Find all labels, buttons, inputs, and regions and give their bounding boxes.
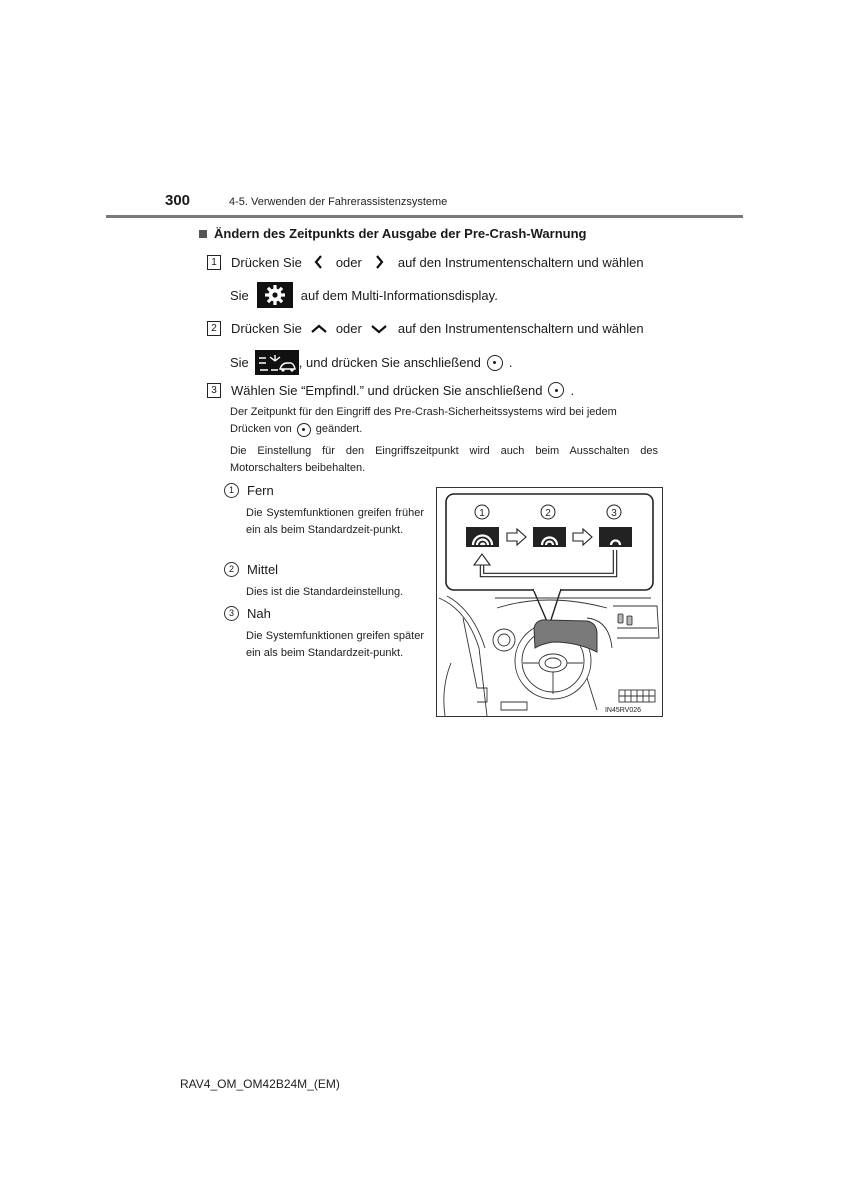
chevron-down-icon [370, 322, 388, 336]
pre-crash-icon [255, 350, 299, 375]
note-text: Drücken von [230, 423, 292, 435]
section-heading-text: Ändern des Zeitpunkts der Ausgabe der Pre-Crash-Warnung [214, 226, 587, 241]
step-text: . [508, 355, 513, 370]
chevron-up-icon [310, 322, 328, 336]
step-text: Sie [230, 355, 249, 370]
step-3 [207, 382, 574, 398]
option-title: Fern [247, 483, 274, 498]
circled-number: 1 [224, 483, 239, 498]
note-paragraph-1 [230, 404, 658, 438]
step-text: Wählen Sie “Empfindl.” und drücken Sie anschließend [231, 382, 543, 398]
figure-label-1: 1 [479, 508, 485, 519]
step-2-line-2 [230, 350, 513, 375]
option-nah [224, 606, 271, 621]
figure-label-3: 3 [611, 508, 617, 519]
step-number: 2 [207, 321, 221, 336]
figure-label-2: 2 [545, 508, 551, 519]
step-text: Sie [230, 287, 249, 303]
header-divider [106, 215, 743, 218]
option-title: Nah [247, 606, 271, 621]
circled-number: 2 [224, 562, 239, 577]
chevron-right-icon [372, 254, 386, 270]
step-text: , und drücken Sie anschließend [298, 355, 481, 370]
option-fern [224, 483, 274, 498]
ok-button-icon [548, 382, 564, 398]
instrument-display-highlight [534, 620, 597, 652]
step-text: Drücken Sie [231, 321, 302, 336]
step-text: . [570, 382, 575, 398]
page-number: 300 [165, 192, 191, 209]
step-2 [207, 321, 644, 336]
option-description: Dies ist die Standardeinstellung. [246, 586, 404, 598]
note-line: Der Zeitpunkt für den Eingriff des Pre-Crash-Sicherheitssystems wird bei jedem [230, 406, 617, 418]
step-text: oder [335, 254, 362, 270]
step-number: 3 [207, 383, 221, 398]
step-text: auf dem Multi-Informationsdisplay. [300, 287, 498, 303]
ok-button-icon [297, 423, 311, 437]
step-text: auf den Instrumentenschaltern und wählen [397, 321, 644, 336]
note-text: geändert. [315, 423, 363, 435]
section-heading [199, 226, 586, 241]
ok-button-icon [487, 355, 503, 371]
gear-icon [257, 282, 293, 308]
step-1 [207, 254, 644, 270]
option-title: Mittel [247, 562, 279, 577]
option-description: Die Systemfunktionen greifen später ein als beim Standardzeit-punkt. [246, 630, 424, 659]
document-code: RAV4_OM_OM42B24M_(EM) [180, 1077, 340, 1091]
step-text: auf den Instrumentenschaltern und wählen [397, 254, 644, 270]
step-1-line-2 [230, 282, 498, 308]
option-description: Die Systemfunktionen greifen früher ein als beim Standardzeit-punkt. [246, 507, 424, 536]
step-text: oder [335, 321, 362, 336]
option-mittel [224, 562, 278, 577]
cockpit-illustration [437, 488, 662, 716]
chevron-left-icon [312, 254, 326, 270]
square-bullet-icon [199, 230, 207, 238]
note-paragraph-2: Die Einstellung für den Eingriffszeitpunkt wird auch beim Ausschalten des Motorschalters beibehalten. [230, 445, 658, 474]
illustration [436, 487, 663, 717]
step-text: Drücken Sie [231, 254, 302, 270]
note-line [230, 421, 658, 438]
figure-code: IN45RV026 [604, 707, 642, 714]
step-number: 1 [207, 255, 221, 270]
section-title: 4-5. Verwenden der Fahrerassistenzsysteme [229, 196, 448, 208]
circled-number: 3 [224, 606, 239, 621]
